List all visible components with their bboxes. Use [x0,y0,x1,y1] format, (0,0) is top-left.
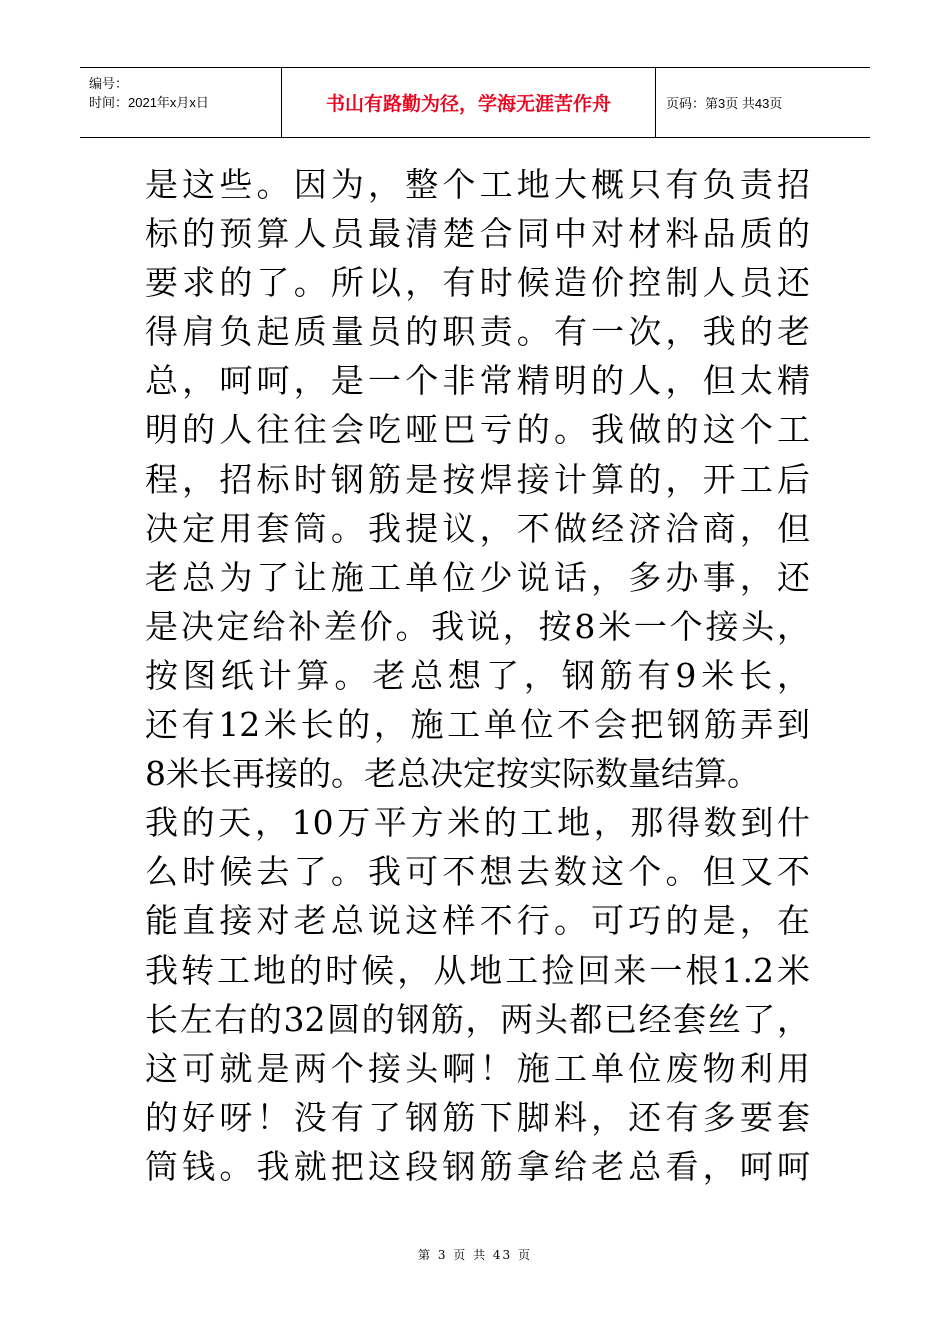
text-line: 决定用套筒。我提议，不做经济洽商，但 [145,508,810,548]
text-line: 老总为了让施工单位少说话，多办事，还 [145,557,810,597]
header-page-info: 页码：第3页 共43页 [666,96,783,111]
text-line: 8米长再接的。老总决定按实际数量结算。 [145,754,760,794]
text-line: 按图纸计算。老总想了，钢筋有9米长， [145,655,810,695]
text-line: 总，呵呵，是一个非常精明的人，但太精 [145,361,810,401]
text-line: 的好呀！没有了钢筋下脚料，还有多要套 [145,1097,810,1137]
text-line: 筒钱。我就把这段钢筋拿给老总看，呵呵 [145,1146,810,1186]
header-meta [80,68,282,137]
text-line: 还有12米长的，施工单位不会把钢筋弄到 [145,705,810,745]
text-line: 我的天，10万平方米的工地，那得数到什 [145,803,810,843]
document-number-label: 编号： [89,76,129,91]
text-line: 是这些。因为，整个工地大概只有负责招 [145,165,810,204]
text-line: 这可就是两个接头啊！施工单位废物利用 [145,1048,810,1088]
text-line: 是决定给补差价。我说，按8米一个接头， [145,606,810,646]
text-line: 么时候去了。我可不想去数这个。但又不 [145,852,810,892]
text-line: 程，招标时钢筋是按焊接计算的，开工后 [145,459,810,499]
text-line: 标的预算人员最清楚合同中对材料品质的 [145,214,810,254]
page-footer: 第 3 页 共 43 页 [418,1248,532,1262]
document-time: 时间：2021年x月x日 [89,95,209,110]
text-line: 能直接对老总说这样不行。可巧的是，在 [145,901,810,941]
text-line: 我转工地的时候，从地工捡回来一根1.2米 [145,950,810,990]
text-line: 长左右的32圆的钢筋，两头都已经套丝了， [145,999,810,1039]
text-line: 得肩负起质量员的职责。有一次，我的老 [145,312,810,352]
body-text [145,160,810,1191]
page-header [80,67,870,138]
header-motto: 书山有路勤为径，学海无涯苦作舟 [282,68,656,137]
text-line: 明的人往往会吃哑巴亏的。我做的这个工 [145,410,810,450]
text-line: 要求的了。所以，有时候造价控制人员还 [145,263,810,303]
